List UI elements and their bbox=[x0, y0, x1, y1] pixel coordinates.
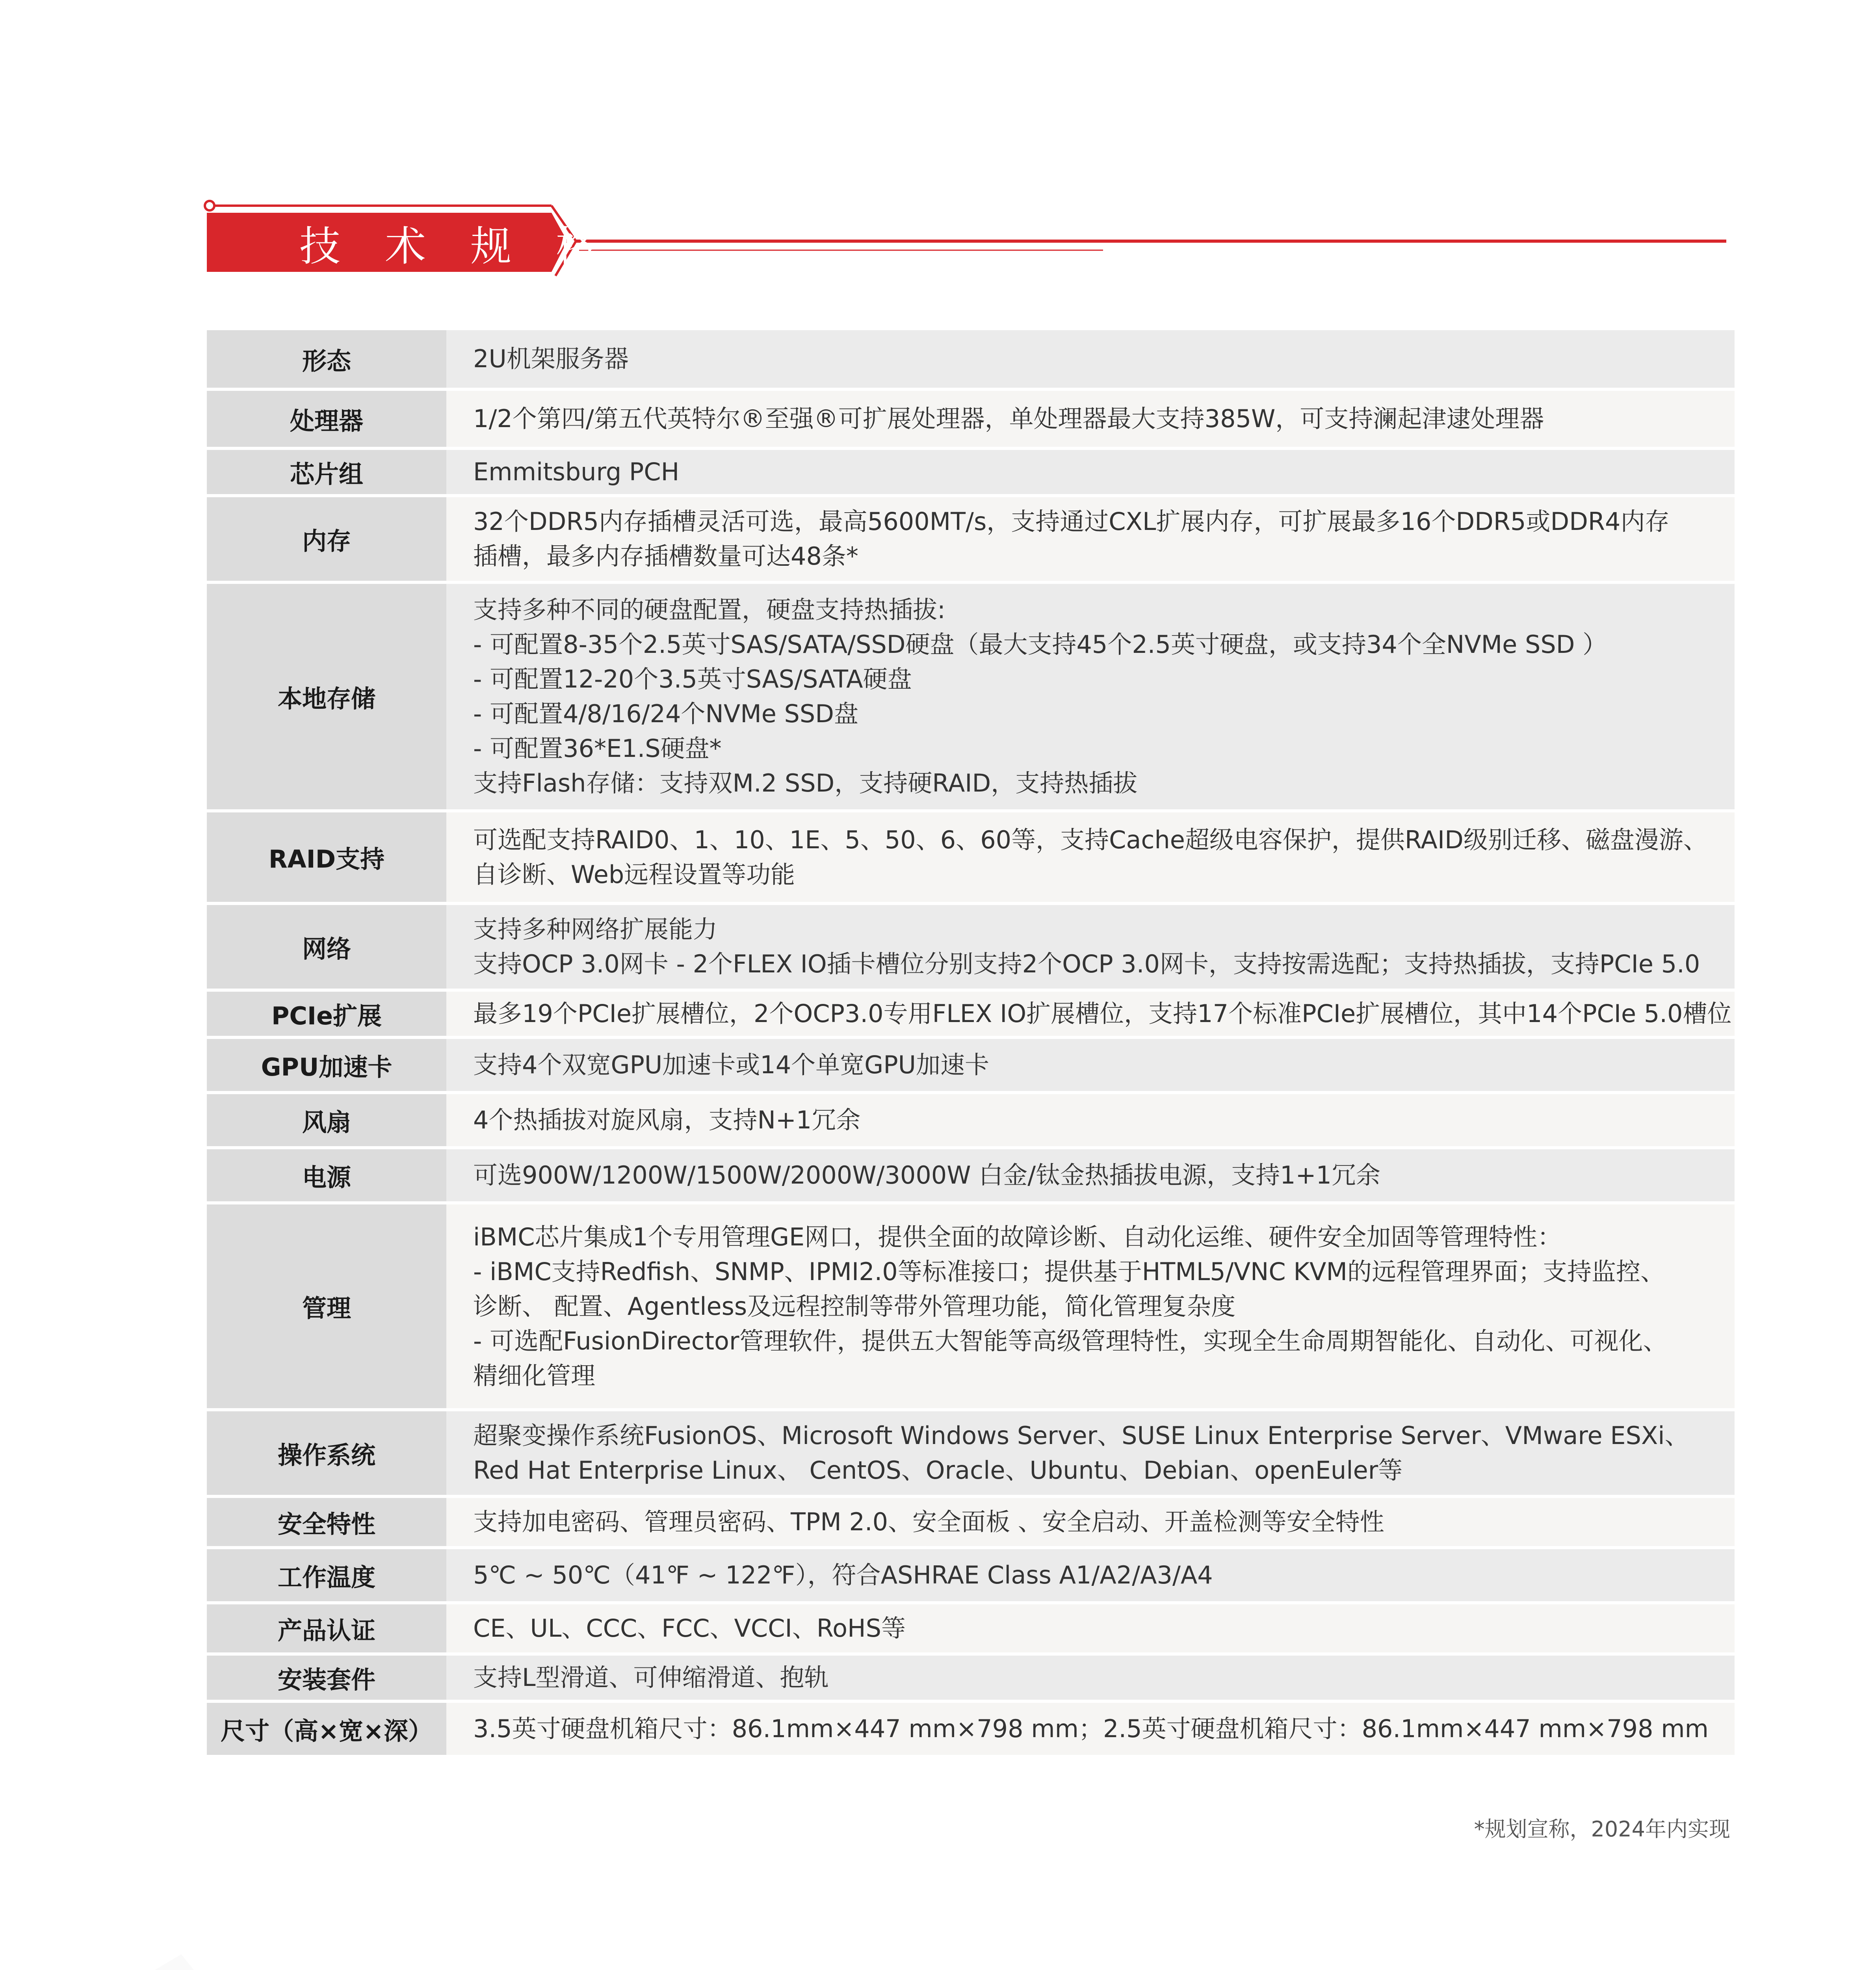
spec-value bbox=[446, 582, 1735, 811]
spec-label: 芯片组 bbox=[207, 448, 446, 496]
spec-row bbox=[207, 389, 1735, 448]
spec-row bbox=[207, 448, 1735, 496]
spec-row bbox=[207, 1410, 1735, 1496]
spec-label: 操作系统 bbox=[207, 1410, 446, 1496]
spec-label: 电源 bbox=[207, 1148, 446, 1203]
spec-label: 工作温度 bbox=[207, 1548, 446, 1603]
spec-value-line: - 可选配FusionDirector管理软件，提供五大智能等高级管理特性，实现全生命周期智能化、自动化、可视化、 bbox=[473, 1326, 1668, 1355]
spec-value-line: 支持多种网络扩展能力 bbox=[473, 915, 718, 944]
spec-value-line: Red Hat Enterprise Linux、 CentOS、Oracle、Ubuntu、Debian、openEuler等 bbox=[473, 1456, 1403, 1485]
spec-row bbox=[207, 330, 1735, 389]
spec-label: GPU加速卡 bbox=[207, 1037, 446, 1093]
spec-label: 风扇 bbox=[207, 1093, 446, 1148]
list-icon bbox=[0, 0, 43, 43]
spec-row bbox=[207, 1037, 1735, 1093]
header-banner-graphic bbox=[0, 0, 1876, 299]
spec-label: PCIe扩展 bbox=[207, 990, 446, 1037]
spec-value-line: 5℃ ~ 50℃（41℉ ~ 122℉），符合ASHRAE Class A1/A2/A3/A4 bbox=[473, 1561, 1213, 1589]
spec-row bbox=[207, 1603, 1735, 1654]
spec-table-body bbox=[207, 330, 1735, 1756]
spec-value-line: iBMC芯片集成1个专用管理GE网口，提供全面的故障诊断、自动化运维、硬件安全加固等管理特性： bbox=[473, 1222, 1562, 1251]
spec-value-line: 4个热插拔对旋风扇，支持N+1冗余 bbox=[473, 1106, 861, 1134]
spec-value-line: 支持L型滑道、可伸缩滑道、抱轨 bbox=[473, 1663, 829, 1692]
spec-label: 管理 bbox=[207, 1203, 446, 1410]
spec-label: 本地存储 bbox=[207, 582, 446, 811]
section-header bbox=[0, 0, 1876, 299]
spec-row bbox=[207, 811, 1735, 903]
spec-value-line: 超聚变操作系统FusionOS、Microsoft Windows Server、SUSE Linux Enterprise Server、VMware ESXi、 bbox=[473, 1421, 1689, 1450]
spec-label: 产品认证 bbox=[207, 1603, 446, 1654]
spec-label: 安全特性 bbox=[207, 1496, 446, 1548]
spec-row bbox=[207, 903, 1735, 990]
spec-value bbox=[446, 1203, 1735, 1410]
spec-value bbox=[446, 1410, 1735, 1496]
spec-value-line: 支持多种不同的硬盘配置，硬盘支持热插拔: bbox=[473, 595, 945, 624]
spec-row bbox=[207, 1654, 1735, 1701]
spec-value-line: 精细化管理 bbox=[473, 1361, 596, 1390]
spec-value-line: 插槽，最多内存插槽数量可达48条* bbox=[473, 542, 858, 571]
spec-row bbox=[207, 1701, 1735, 1756]
spec-row bbox=[207, 1496, 1735, 1548]
spec-row bbox=[207, 1148, 1735, 1203]
mountain-background bbox=[0, 1931, 1876, 1970]
spec-value-line: 支持4个双宽GPU加速卡或14个单宽GPU加速卡 bbox=[473, 1050, 989, 1079]
spec-value-line: 3.5英寸硬盘机箱尺寸：86.1mm×447 mm×798 mm；2.5英寸硬盘机箱尺寸：86.1mm×447 mm×798 mm bbox=[473, 1714, 1709, 1743]
page-title: 技 术 规 格 bbox=[299, 222, 613, 270]
spec-row bbox=[207, 582, 1735, 811]
spec-value-line: 最多19个PCIe扩展槽位，2个OCP3.0专用FLEX IO扩展槽位，支持17个标准PCIe扩展槽位，其中14个PCIe 5.0槽位 bbox=[473, 999, 1732, 1028]
spec-value bbox=[446, 330, 1735, 389]
spec-value bbox=[446, 1496, 1735, 1548]
spec-label: 形态 bbox=[207, 330, 446, 389]
spec-value bbox=[446, 811, 1735, 903]
spec-value bbox=[446, 389, 1735, 448]
spec-value-line: 可选900W/1200W/1500W/2000W/3000W 白金/钛金热插拔电源，支持1+1冗余 bbox=[473, 1161, 1380, 1189]
spec-value bbox=[446, 448, 1735, 496]
spec-row bbox=[207, 496, 1735, 582]
spec-value-line: - 可配置36*E1.S硬盘* bbox=[473, 734, 722, 763]
spec-label: 内存 bbox=[207, 496, 446, 582]
spec-value-line: 1/2个第四/第五代英特尔®至强®可扩展处理器，单处理器最大支持385W，可支持澜起津逮处理器 bbox=[473, 404, 1544, 433]
spec-label: RAID支持 bbox=[207, 811, 446, 903]
spec-value-line: 支持Flash存储：支持双M.2 SSD，支持硬RAID，支持热插拔 bbox=[473, 769, 1138, 797]
spec-value-line: 32个DDR5内存插槽灵活可选，最高5600MT/s，支持通过CXL扩展内存，可扩展最多16个DDR5或DDR4内存 bbox=[473, 507, 1670, 536]
spec-value-line: 可选配支持RAID0、1、10、1E、5、50、6、60等，支持Cache超级电容保护，提供RAID级别迁移、磁盘漫游、 bbox=[473, 825, 1708, 854]
spec-value bbox=[446, 1701, 1735, 1756]
spec-value bbox=[446, 990, 1735, 1037]
spec-row bbox=[207, 1093, 1735, 1148]
spec-value-line: Emmitsburg PCH bbox=[473, 457, 680, 486]
spec-value bbox=[446, 1148, 1735, 1203]
spec-value bbox=[446, 903, 1735, 990]
spec-value-line: 支持OCP 3.0网卡 - 2个FLEX IO插卡槽位分别支持2个OCP 3.0网卡，支持按需选配；支持热插拔，支持PCIe 5.0 bbox=[473, 950, 1700, 978]
spec-label: 网络 bbox=[207, 903, 446, 990]
spec-row bbox=[207, 1203, 1735, 1410]
spec-table bbox=[207, 330, 1735, 1758]
spec-value-line: - 可配置12-20个3.5英寸SAS/SATA硬盘 bbox=[473, 665, 912, 693]
spec-value bbox=[446, 1603, 1735, 1654]
spec-value-line: 自诊断、Web远程设置等功能 bbox=[473, 860, 795, 889]
spec-label: 处理器 bbox=[207, 389, 446, 448]
spec-label: 安装套件 bbox=[207, 1654, 446, 1701]
spec-row bbox=[207, 1548, 1735, 1603]
spec-value bbox=[446, 1093, 1735, 1148]
spec-value-line: 支持加电密码、管理员密码、TPM 2.0、安全面板 、安全启动、开盖检测等安全特性 bbox=[473, 1507, 1384, 1536]
spec-value-line: CE、UL、CCC、FCC、VCCI、RoHS等 bbox=[473, 1614, 906, 1643]
spec-value-line: - iBMC支持Redfish、SNMP、IPMI2.0等标准接口；提供基于HTML5/VNC KVM的远程管理界面；支持监控、 bbox=[473, 1257, 1665, 1286]
spec-value-line: 2U机架服务器 bbox=[473, 344, 629, 373]
spec-value bbox=[446, 1037, 1735, 1093]
spec-value-line: 诊断、 配置、Agentless及远程控制等带外管理功能，简化管理复杂度 bbox=[473, 1292, 1236, 1321]
spec-value bbox=[446, 496, 1735, 582]
spec-row bbox=[207, 990, 1735, 1037]
spec-value-line: - 可配置4/8/16/24个NVMe SSD盘 bbox=[473, 699, 859, 728]
footnote: *规划宣称，2024年内实现 bbox=[1474, 1817, 1730, 1842]
spec-value bbox=[446, 1548, 1735, 1603]
spec-value-line: - 可配置8-35个2.5英寸SAS/SATA/SSD硬盘（最大支持45个2.5英寸硬盘，或支持34个全NVMe SSD ） bbox=[473, 630, 1607, 659]
spec-value bbox=[446, 1654, 1735, 1701]
spec-label: 尺寸（高×宽×深） bbox=[207, 1701, 446, 1756]
